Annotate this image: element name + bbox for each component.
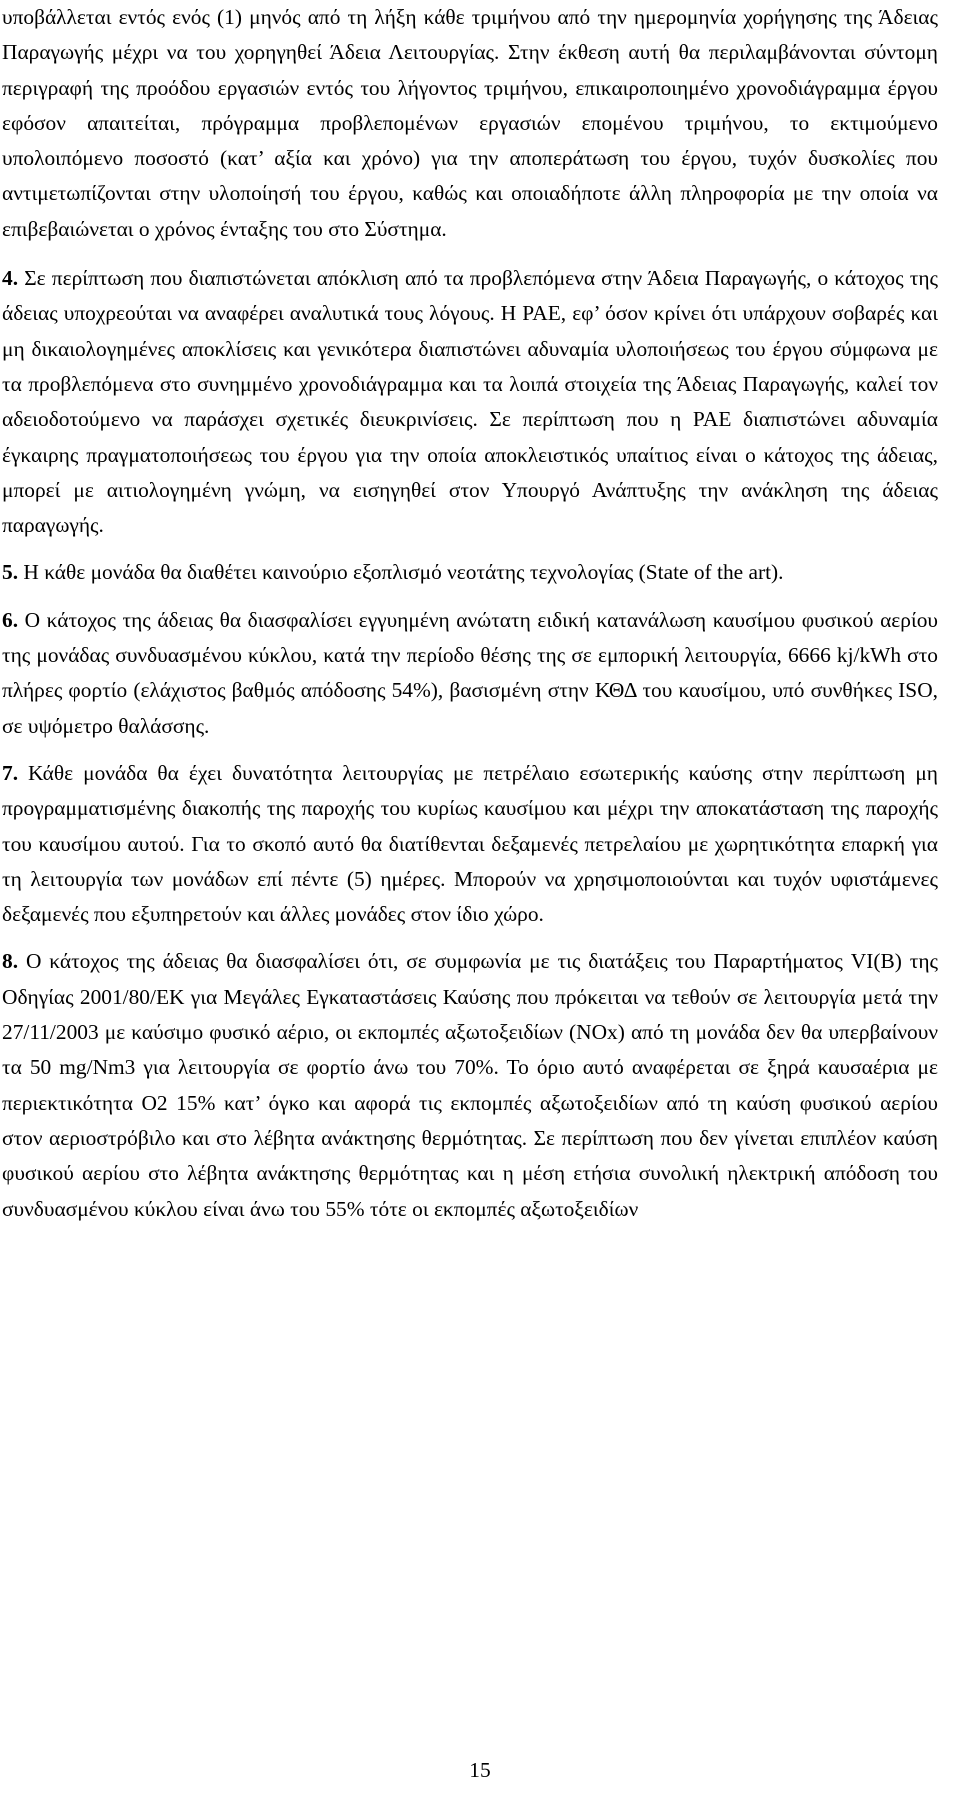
paragraph-text: Κάθε μονάδα θα έχει δυνατότητα λειτουργίας με πετρέλαιο εσωτερικής καύσης στην περίπτωση μη προγραμματισμένης διακοπής της παροχής του κυρίως καυσίμου και μέχρι την αποκατάσταση της παροχής του καυσίμου αυτού. Για το σκοπό αυτό θα διατίθενται δεξαμενές πετρελαίου με χωρητικότητα επαρκή για τη λειτουργία των μονάδων επί πέντε (5) ημέρες. Μπορούν να χρησιμοποιούνται και τυχόν υφιστάμενες δεξαμενές που εξυπηρετούν και άλλες μονάδες στον ίδιο χώρο. — [2, 760, 938, 927]
paragraph-8 — [2, 944, 938, 1226]
paragraph-7 — [2, 756, 938, 932]
paragraph-text: Ο κάτοχος της άδειας θα διασφαλίσει εγγυημένη ανώτατη ειδική κατανάλωση καυσίμου φυσικού αερίου της μονάδας συνδυασμένου κύκλου, κατά την περίοδο θέσης της σε εμπορική λειτουργία, 6666 kj/kWh στο πλήρες φορτίο (ελάχιστος βαθμός απόδοσης 54%), βασισμένη στην ΚΘΔ του καυσίμου, υπό συνθήκες ISO, σε υψόμετρο θαλάσσης. — [2, 607, 938, 738]
paragraph-5 — [2, 555, 938, 590]
paragraph-number: 7. — [2, 760, 19, 785]
paragraph-text: Ο κάτοχος της άδειας θα διασφαλίσει ότι, σε συμφωνία με τις διατάξεις του Παραρτήματος VI(B) της Οδηγίας 2001/80/ΕΚ για Μεγάλες Εγκαταστάσεις Καύσης που πρόκειται να τεθούν σε λειτουργία μετά την 27/11/2003 με καύσιμο φυσικό αέριο, οι εκπομπές αξωτοξειδίων (NOx) από τη μονάδα δεν θα υπερβαίνουν τα 50 mg/Nm3 για λειτουργία σε φορτίο άνω του 70%. Το όριο αυτό αναφέρεται σε ξηρά καυσαέρια με περιεκτικότητα Ο2 15% κατ’ όγκο και αφορά τις εκπομπές αξωτοξειδίων από τη καύση φυσικού αερίου στον αεριοστρόβιλο και στο λέβητα ανάκτησης θερμότητας. Σε περίπτωση που δεν γίνεται επιπλέον καύση φυσικού αερίου στο λέβητα ανάκτησης θερμότητας και η μέση ετήσια συνολική ηλεκτρική απόδοση του συνδυασμένου κύκλου είναι άνω του 55% τότε οι εκπομπές αξωτοξειδίων — [2, 949, 938, 1221]
paragraph-text: Η κάθε μονάδα θα διαθέτει καινούριο εξοπλισμό νεοτάτης τεχνολογίας (State of the art). — [23, 560, 784, 585]
paragraph-6 — [2, 603, 938, 744]
body-text — [2, 0, 938, 1239]
paragraph-text: Σε περίπτωση που διαπιστώνεται απόκλιση από τα προβλεπόμενα στην Άδεια Παραγωγής, ο κάτοχος της άδειας υποχρεούται να αναφέρει αναλυτικά τους λόγους. Η ΡΑΕ, εφ’ όσον κρίνει ότι υπάρχουν σοβαρές και μη δικαιολογημένες αποκλίσεις και γενικότερα διαπιστώνει αδυναμία υλοποιήσεως του έργου σύμφωνα με τα προβλεπόμενα στο συνημμένο χρονοδιάγραμμα και τα λοιπά στοιχεία της Άδειας Παραγωγής, καλεί τον αδειοδοτούμενο να παράσχει σχετικές διευκρινίσεις. Σε περίπτωση που η ΡΑΕ διαπιστώνει αδυναμία έγκαιρης πραγματοποιήσεως του έργου για την οποία αποκλειστικός υπαίτιος είναι ο κάτοχος της άδειας, μπορεί με αιτιολογημένη γνώμη, να εισηγηθεί στον Υπουργό Ανάπτυξης την ανάκληση της άδειας παραγωγής. — [2, 266, 938, 538]
paragraph-number: 8. — [2, 949, 19, 974]
paragraph-text: υποβάλλεται εντός ενός (1) μηνός από τη λήξη κάθε τριμήνου από την ημερομηνία χορήγησης της Άδειας Παραγωγής μέχρι να του χορηγηθεί Άδεια Λειτουργίας. Στην έκθεση αυτή θα περιλαμβάνονται σύντομη περιγραφή της προόδου εργασιών εντός του λήγοντος τριμήνου, επικαιροποιημένο χρονοδιάγραμμα έργου εφόσον απαιτείται, πρόγραμμα προβλεπομένων εργασιών επομένου τριμήνου, το εκτιμούμενο υπολοιπόμενο ποσοστό (κατ’ αξία και χρόνο) για την αποπεράτωση του έργου, τυχόν δυσκολίες που αντιμετωπίζονται στην υλοποίησή του έργου, καθώς και οποιαδήποτε άλλη πληροφορία με την οποία να επιβεβαιώνεται ο χρόνος ένταξης του στο Σύστημα. — [2, 5, 938, 241]
paragraph-4 — [2, 261, 938, 543]
page-number: 15 — [469, 1758, 491, 1782]
paragraph-number: 6. — [2, 607, 19, 632]
paragraph-continued — [2, 0, 938, 247]
paragraph-number: 5. — [2, 560, 19, 585]
paragraph-number: 4. — [2, 266, 19, 291]
